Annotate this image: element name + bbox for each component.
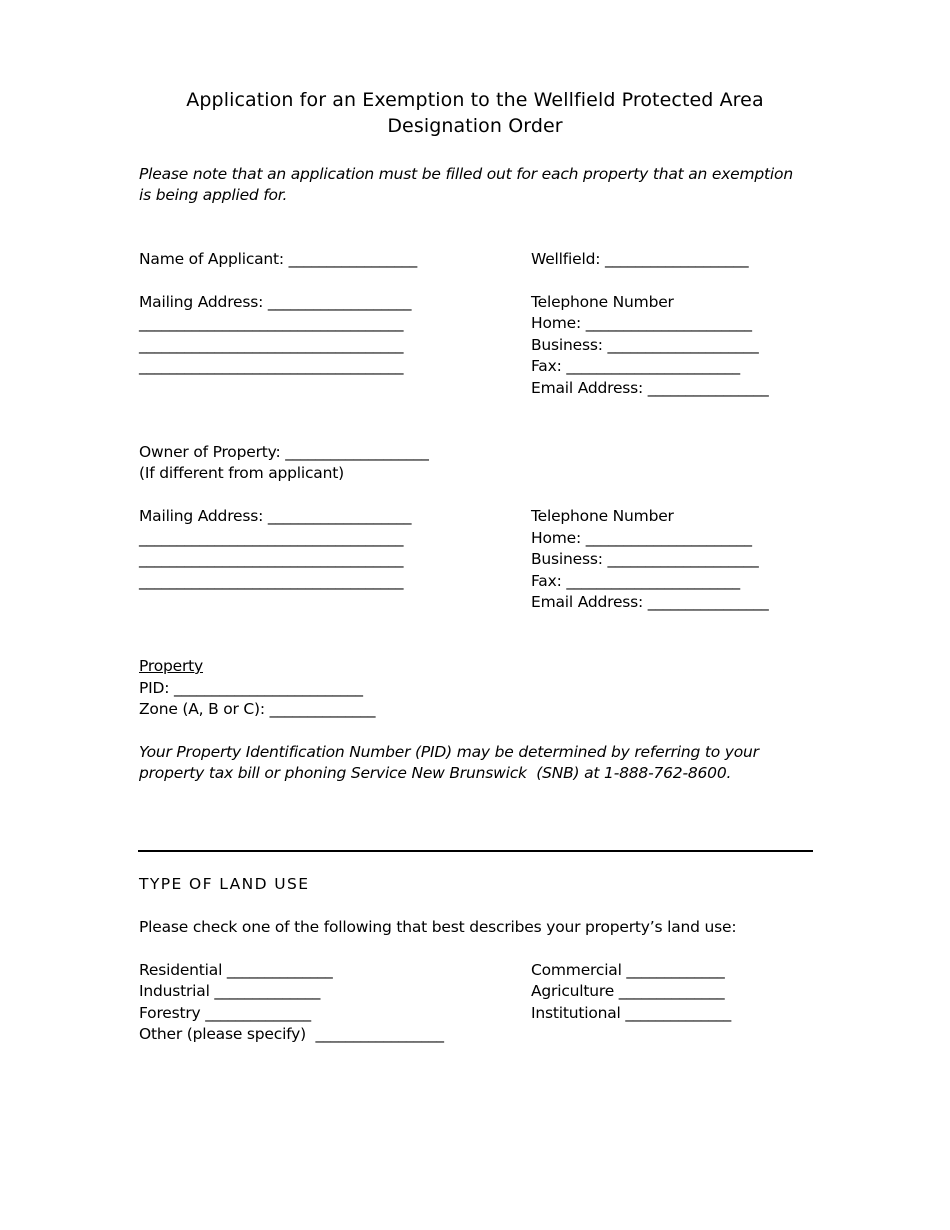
owner-note: (If different from applicant)	[139, 464, 344, 482]
owner-address-line-1[interactable]: ___________________________________	[139, 529, 404, 547]
agriculture-option[interactable]: Agriculture ______________	[531, 982, 725, 1000]
land-use-instruction: Please check one of the following that best describes your property’s land use:	[139, 918, 737, 936]
applicant-email-field[interactable]: Email Address: ________________	[531, 379, 769, 397]
institutional-option[interactable]: Institutional ______________	[531, 1004, 732, 1022]
applicant-home-phone-field[interactable]: Home: ______________________	[531, 314, 752, 332]
owner-address-line-3[interactable]: ___________________________________	[139, 572, 404, 590]
applicant-address-line-1[interactable]: ___________________________________	[139, 314, 404, 332]
owner-business-phone-field[interactable]: Business: ____________________	[531, 550, 759, 568]
owner-fax-field[interactable]: Fax: _______________________	[531, 572, 740, 590]
applicant-fax-field[interactable]: Fax: _______________________	[531, 357, 740, 375]
forestry-option[interactable]: Forestry ______________	[139, 1004, 311, 1022]
section-divider	[138, 850, 813, 852]
owner-mailing-address-field[interactable]: Mailing Address: ___________________	[139, 507, 412, 525]
commercial-option[interactable]: Commercial _____________	[531, 961, 725, 979]
applicant-business-phone-field[interactable]: Business: ____________________	[531, 336, 759, 354]
pid-field[interactable]: PID: _________________________	[139, 679, 363, 697]
other-option[interactable]: Other (please specify) _________________	[139, 1025, 444, 1043]
owner-name-field[interactable]: Owner of Property: ___________________	[139, 443, 429, 461]
form-title-line-1: Application for an Exemption to the Wellfield Protected Area	[186, 89, 764, 111]
applicant-mailing-address-field[interactable]: Mailing Address: ___________________	[139, 293, 412, 311]
residential-option[interactable]: Residential ______________	[139, 961, 333, 979]
applicant-address-line-2[interactable]: ___________________________________	[139, 336, 404, 354]
pid-info-line-2: property tax bill or phoning Service New Brunswick (SNB) at 1-888-762-8600.	[139, 764, 732, 782]
applicant-telephone-heading: Telephone Number	[531, 293, 674, 311]
land-use-heading: TYPE OF LAND USE	[139, 875, 310, 893]
zone-field[interactable]: Zone (A, B or C): ______________	[139, 700, 376, 718]
note-line-2: is being applied for.	[139, 186, 288, 204]
wellfield-field[interactable]: Wellfield: ___________________	[531, 250, 749, 268]
owner-home-phone-field[interactable]: Home: ______________________	[531, 529, 752, 547]
owner-telephone-heading: Telephone Number	[531, 507, 674, 525]
property-heading: Property	[139, 657, 203, 675]
owner-address-line-2[interactable]: ___________________________________	[139, 550, 404, 568]
industrial-option[interactable]: Industrial ______________	[139, 982, 321, 1000]
note-line-1: Please note that an application must be filled out for each property that an exemption	[139, 165, 793, 183]
applicant-name-field[interactable]: Name of Applicant: _________________	[139, 250, 418, 268]
applicant-address-line-3[interactable]: ___________________________________	[139, 357, 404, 375]
form-title-line-2: Designation Order	[387, 115, 563, 137]
pid-info-line-1: Your Property Identification Number (PID) may be determined by referring to your	[139, 743, 759, 761]
owner-email-field[interactable]: Email Address: ________________	[531, 593, 769, 611]
